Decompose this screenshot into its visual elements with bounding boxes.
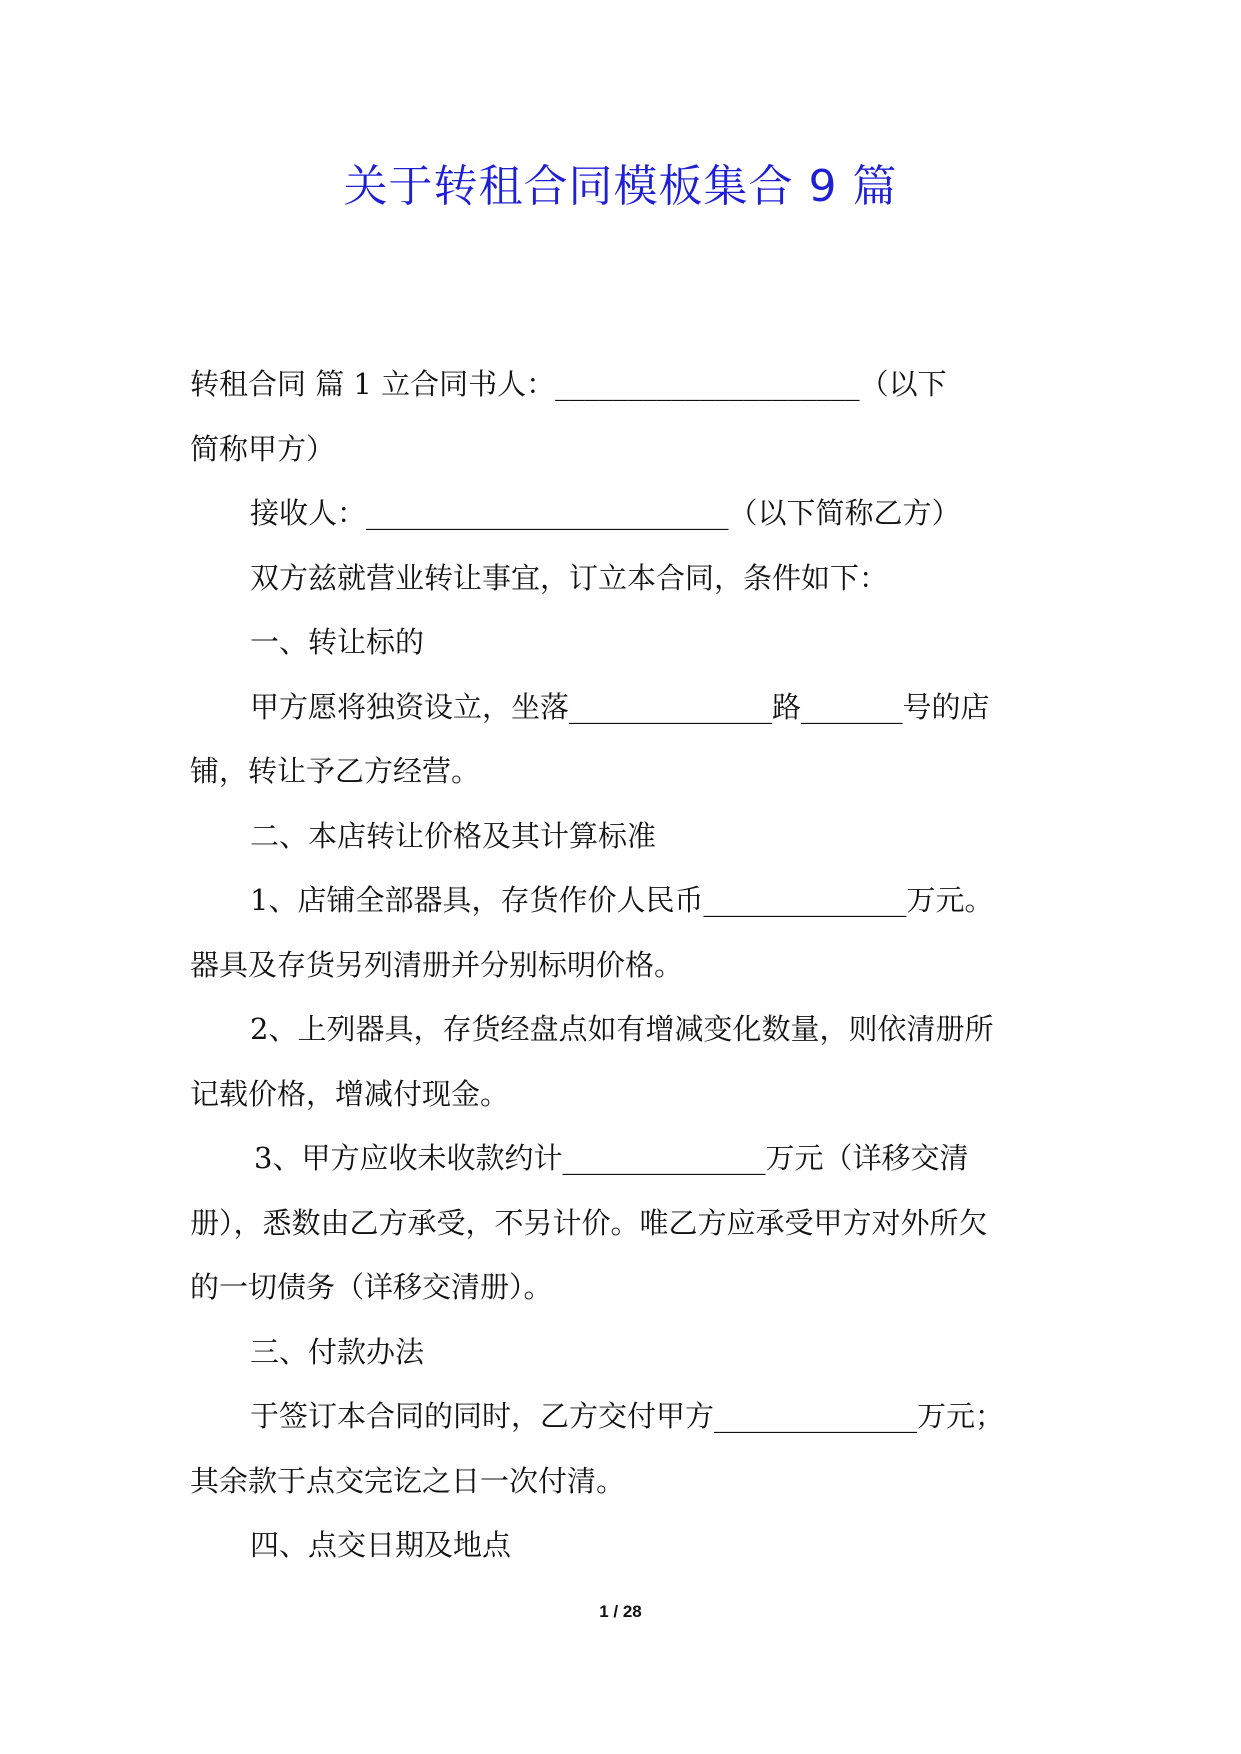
paragraph-line: 器具及存货另列清册并分别标明价格。	[190, 947, 684, 982]
paragraph-line: 册），悉数由乙方承受，不另计价。唯乙方应承受甲方对外所欠	[190, 1205, 988, 1240]
document-title: 关于转租合同模板集合 9 篇	[343, 161, 898, 212]
paragraph-line: 铺，转让予乙方经营。	[190, 754, 481, 788]
section-heading: 四、点交日期及地点	[250, 1528, 512, 1562]
paragraph-line: 简称甲方）	[190, 431, 336, 466]
paragraph-line: 甲方愿将独资设立，坐落______________路_______号的店	[250, 689, 990, 724]
paragraph-line: 于签订本合同的同时，乙方交付甲方______________万元；	[250, 1399, 1005, 1433]
section-heading: 一、转让标的	[250, 625, 425, 659]
section-heading: 三、付款办法	[250, 1334, 425, 1369]
paragraph-line: 双方兹就营业转让事宜，订立本合同，条件如下：	[250, 560, 889, 595]
paragraph-line: 记载价格，增减付现金。	[190, 1076, 510, 1111]
page-number: 1 / 28	[599, 1602, 642, 1621]
paragraph-line: 3、甲方应收未收款约计______________万元（详移交清	[254, 1141, 969, 1175]
section-heading: 二、本店转让价格及其计算标准	[250, 818, 657, 853]
document-body	[190, 352, 1050, 1578]
paragraph-line: 1、店铺全部器具，存货作价人民币______________万元。	[250, 883, 994, 917]
paragraph-line: 2、上列器具，存货经盘点如有增减变化数量，则依清册所	[250, 1012, 994, 1046]
paragraph-line: 的一切债务（详移交清册）。	[190, 1270, 553, 1304]
paragraph-line: 转租合同 篇 1 立合同书人：_____________________（以下	[190, 367, 947, 401]
paragraph-line: 其余款于点交完讫之日一次付清。	[190, 1463, 626, 1498]
paragraph-line: 接收人：_________________________（以下简称乙方）	[250, 496, 961, 530]
